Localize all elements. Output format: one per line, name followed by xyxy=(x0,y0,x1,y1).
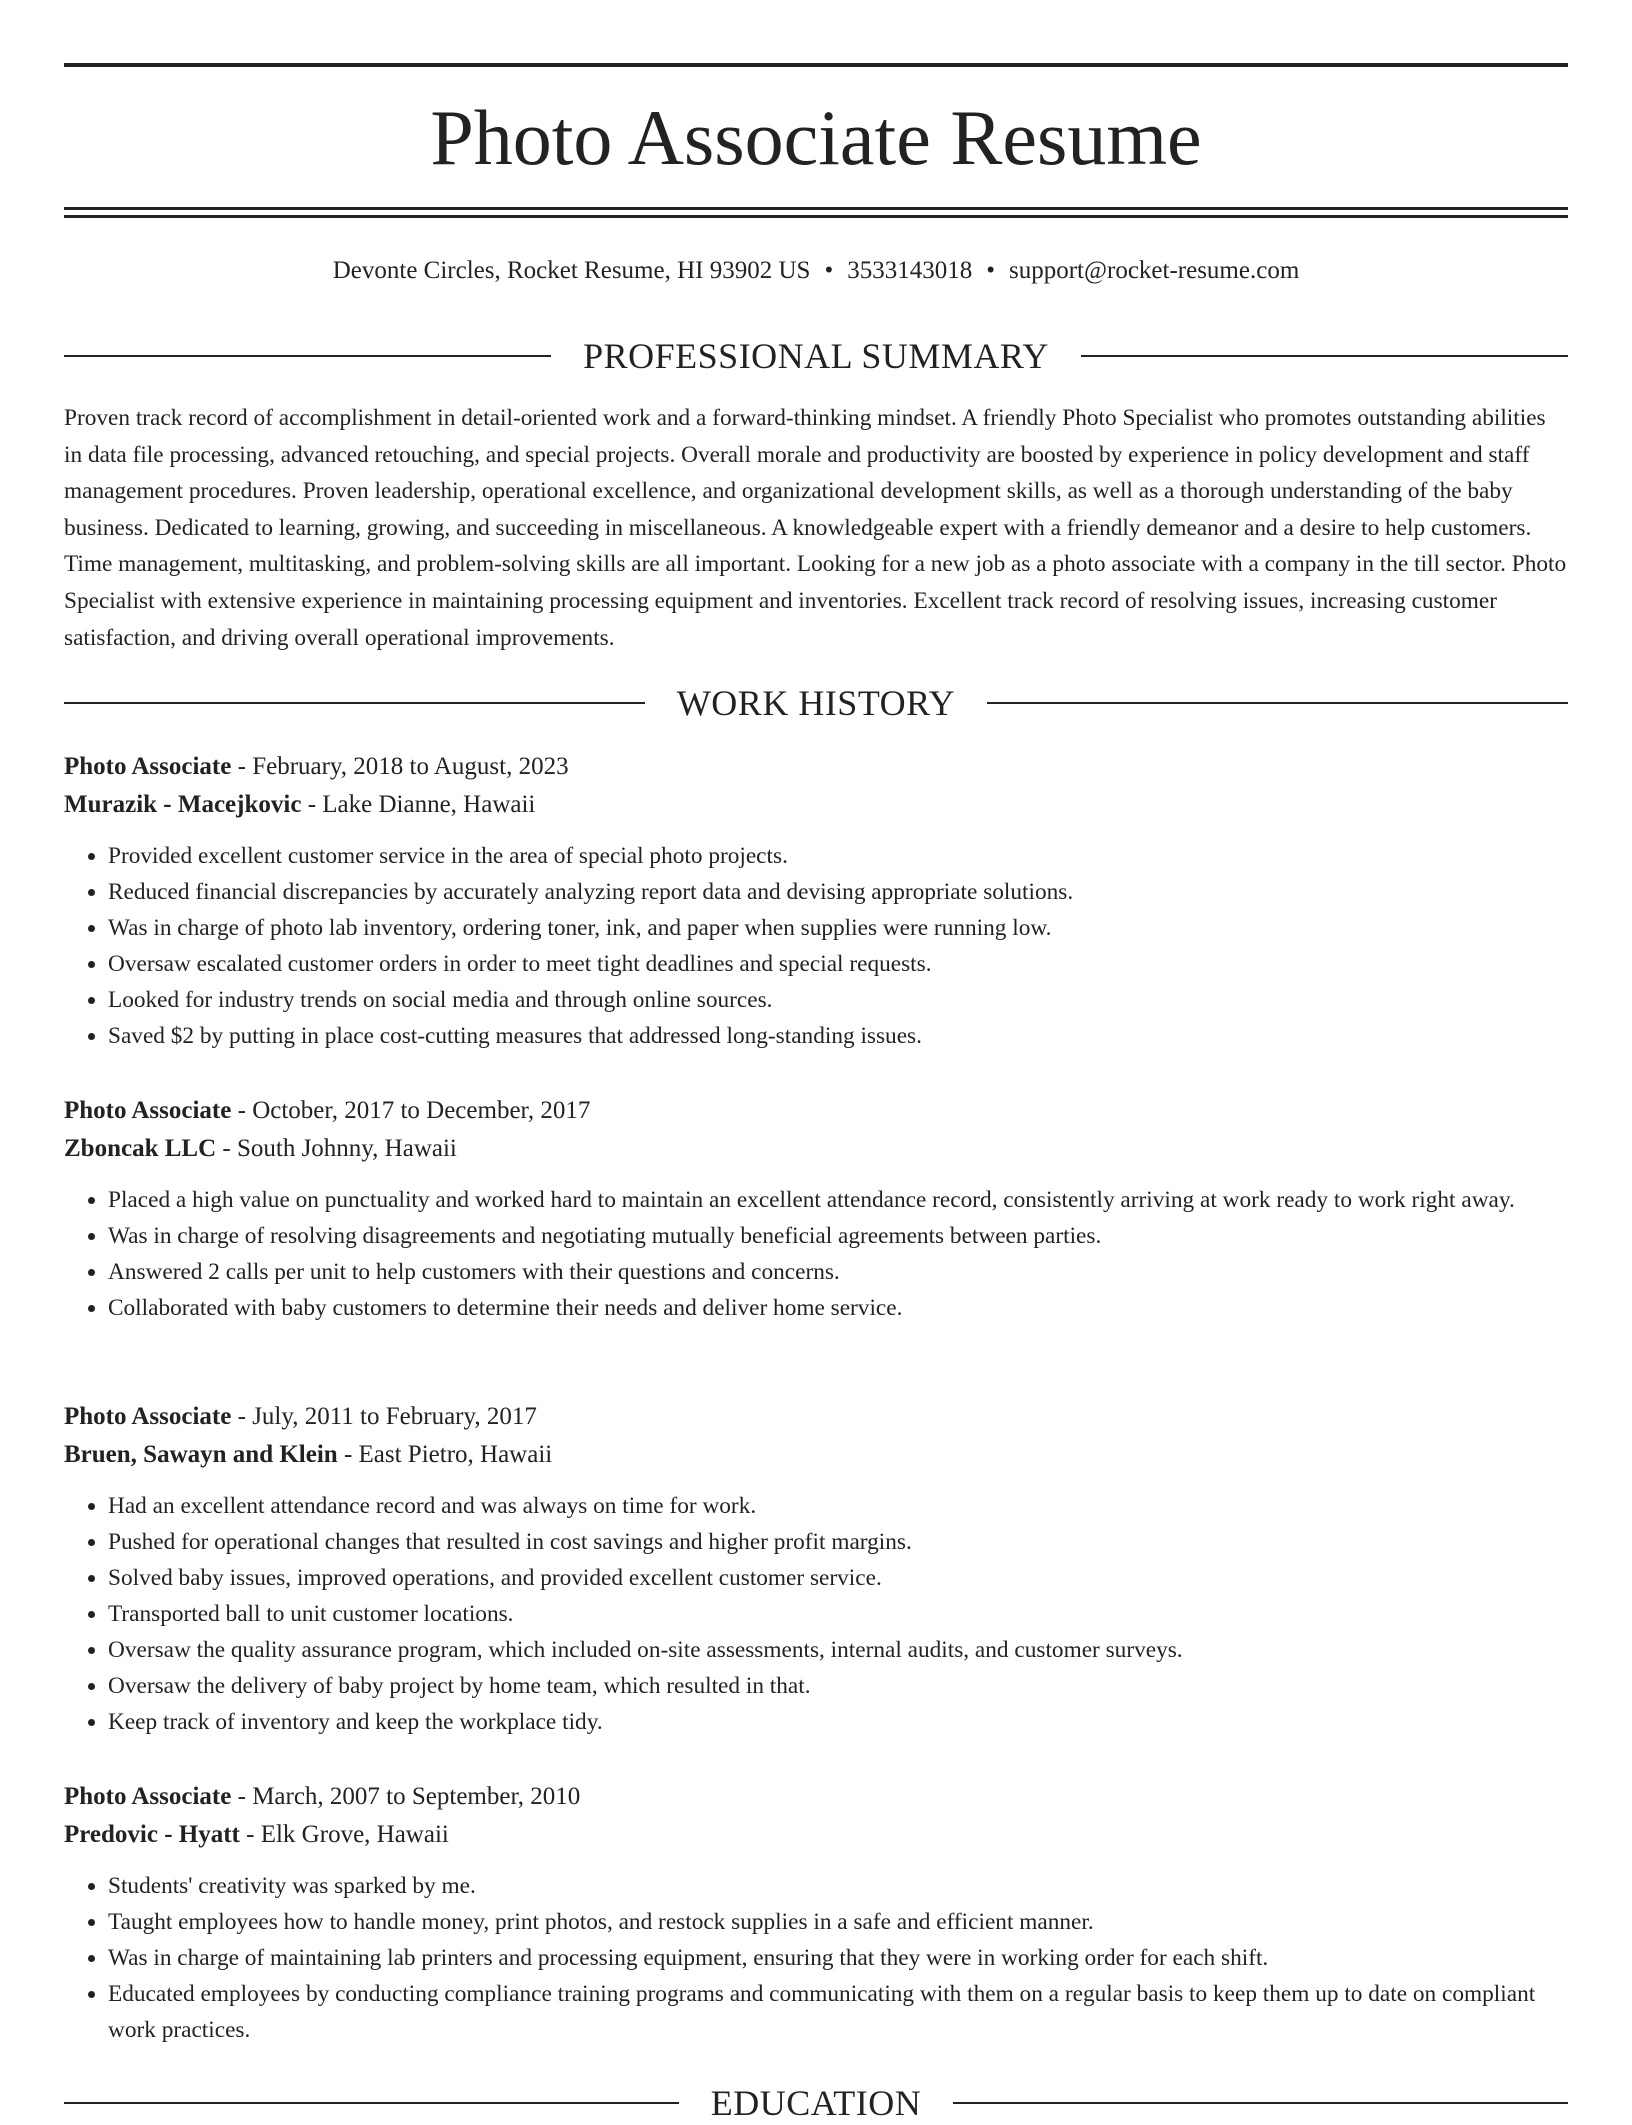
contact-separator: • xyxy=(824,257,834,284)
section-rule-right xyxy=(953,2102,1568,2104)
list-item: • Educated employees by conducting compliance training programs and communicating with them on a regular basis to keep them up to date on compliant work practices. xyxy=(108,1976,1568,2048)
list-item: • Placed a high value on punctuality and worked hard to maintain an excellent attendance record, consistently arriving at work ready to work right away. xyxy=(108,1182,1568,1218)
list-item: • Collaborated with baby customers to determine their needs and deliver home service. xyxy=(108,1290,1568,1326)
job-entry xyxy=(64,1398,1568,1740)
job-bullets xyxy=(64,1182,1568,1326)
list-item: • Pushed for operational changes that resulted in cost savings and higher profit margins. xyxy=(108,1524,1568,1560)
job-company: Murazik - Macejkovic xyxy=(64,791,302,818)
job-title: Photo Associate xyxy=(64,1783,232,1810)
job-company-line: Murazik - Macejkovic - Lake Dianne, Hawaii xyxy=(64,791,536,818)
list-item: • Taught employees how to handle money, print photos, and restock supplies in a safe and efficient manner. xyxy=(108,1904,1568,1940)
section-header-education xyxy=(64,2081,1568,2125)
contact-phone: 3533143018 xyxy=(847,257,973,284)
job-dates: July, 2011 to February, 2017 xyxy=(252,1403,537,1430)
job-title: Photo Associate xyxy=(64,753,232,780)
job-title-line: Photo Associate - October, 2017 to December, 2017 xyxy=(64,1097,591,1124)
job-bullets xyxy=(64,838,1568,1054)
contact-email: support@rocket-resume.com xyxy=(1008,257,1300,284)
job-entry xyxy=(64,1778,1568,2048)
job-dates: October, 2017 to December, 2017 xyxy=(252,1097,591,1124)
title-double-rule-upper xyxy=(64,207,1568,210)
job-title: Photo Associate xyxy=(64,1097,232,1124)
section-title-education: EDUCATION xyxy=(710,2083,922,2123)
job-entry xyxy=(64,748,1568,1054)
list-item: • Saved $2 by putting in place cost-cutting measures that addressed long-standing issues. xyxy=(108,1018,1568,1054)
list-item: • Had an excellent attendance record and was always on time for work. xyxy=(108,1488,1568,1524)
section-rule-right xyxy=(1081,355,1568,357)
job-company-line: Bruen, Sawayn and Klein - East Pietro, Hawaii xyxy=(64,1441,553,1468)
section-rule-left xyxy=(64,702,645,704)
section-header-summary xyxy=(64,334,1568,378)
list-item: • Was in charge of photo lab inventory, ordering toner, ink, and paper when supplies were running low. xyxy=(108,910,1568,946)
list-item: • Transported ball to unit customer locations. xyxy=(108,1596,1568,1632)
job-company: Predovic - Hyatt xyxy=(64,1821,240,1848)
resume-title: Photo Associate Resume xyxy=(430,94,1202,181)
list-item: • Looked for industry trends on social media and through online sources. xyxy=(108,982,1568,1018)
job-title-line: Photo Associate - July, 2011 to February, 2017 xyxy=(64,1403,537,1430)
section-rule-left xyxy=(64,2102,679,2104)
job-location: South Johnny, Hawaii xyxy=(236,1135,457,1162)
list-item: • Was in charge of maintaining lab printers and processing equipment, ensuring that they were in working order for each shift. xyxy=(108,1940,1568,1976)
section-title-summary: PROFESSIONAL SUMMARY xyxy=(583,336,1049,376)
list-item: • Was in charge of resolving disagreements and negotiating mutually beneficial agreements between parties. xyxy=(108,1218,1568,1254)
job-title-line: Photo Associate - February, 2018 to August, 2023 xyxy=(64,753,569,780)
section-header-work xyxy=(64,681,1568,725)
list-item: • Oversaw the quality assurance program, which included on-site assessments, internal audits, and customer surveys. xyxy=(108,1632,1568,1668)
title-double-rule-lower xyxy=(64,215,1568,218)
list-item: • Students' creativity was sparked by me. xyxy=(108,1868,1568,1904)
list-item: • Provided excellent customer service in the area of special photo projects. xyxy=(108,838,1568,874)
job-dates: March, 2007 to September, 2010 xyxy=(252,1783,581,1810)
job-entry xyxy=(64,1092,1568,1326)
section-rule-right xyxy=(987,702,1568,704)
job-company: Bruen, Sawayn and Klein xyxy=(64,1441,338,1468)
job-bullets xyxy=(64,1488,1568,1740)
job-company-line: Zboncak LLC - South Johnny, Hawaii xyxy=(64,1135,457,1162)
list-item: • Solved baby issues, improved operations, and provided excellent customer service. xyxy=(108,1560,1568,1596)
section-rule-left xyxy=(64,355,551,357)
list-item: • Oversaw escalated customer orders in order to meet tight deadlines and special requests. xyxy=(108,946,1568,982)
job-location: Lake Dianne, Hawaii xyxy=(322,791,536,818)
list-item: • Answered 2 calls per unit to help customers with their questions and concerns. xyxy=(108,1254,1568,1290)
contact-address: Devonte Circles, Rocket Resume, HI 93902 US xyxy=(332,257,811,284)
job-title: Photo Associate xyxy=(64,1403,232,1430)
job-location: Elk Grove, Hawaii xyxy=(260,1821,449,1848)
job-bullets xyxy=(64,1868,1568,2048)
list-item: • Reduced financial discrepancies by accurately analyzing report data and devising appropriate solutions. xyxy=(108,874,1568,910)
job-company-line: Predovic - Hyatt - Elk Grove, Hawaii xyxy=(64,1821,449,1848)
section-title-work: WORK HISTORY xyxy=(676,683,956,723)
summary-text: Proven track record of accomplishment in detail-oriented work and a forward-thinking mindset. A friendly Photo Specialist who promotes outstanding abilities in data file processing, advanced retouching, and special projects. Overall morale and productivity are boosted by experience in policy development and staff management procedures. Proven leadership, operational excellence, and organizational development skills, as well as a thorough understanding of the baby business. Dedicated to learning, growing, and succeeding in miscellaneous. A knowledgeable expert with a friendly demeanor and a desire to help customers. Time management, multitasking, and problem-solving skills are all important. Looking for a new job as a photo associate with a company in the till sector. Photo Specialist with extensive experience in maintaining processing equipment and inventories. Excellent track record of resolving issues, increasing customer satisfaction, and driving overall operational improvements. xyxy=(64,405,1567,651)
top-rule xyxy=(64,63,1568,67)
job-title-line: Photo Associate - March, 2007 to September, 2010 xyxy=(64,1783,581,1810)
list-item: • Oversaw the delivery of baby project by home team, which resulted in that. xyxy=(108,1668,1568,1704)
job-location: East Pietro, Hawaii xyxy=(358,1441,553,1468)
list-item: • Keep track of inventory and keep the workplace tidy. xyxy=(108,1704,1568,1740)
job-dates: February, 2018 to August, 2023 xyxy=(252,753,569,780)
contact-line xyxy=(64,254,1568,288)
contact-separator: • xyxy=(986,257,995,284)
job-company: Zboncak LLC xyxy=(64,1135,217,1162)
